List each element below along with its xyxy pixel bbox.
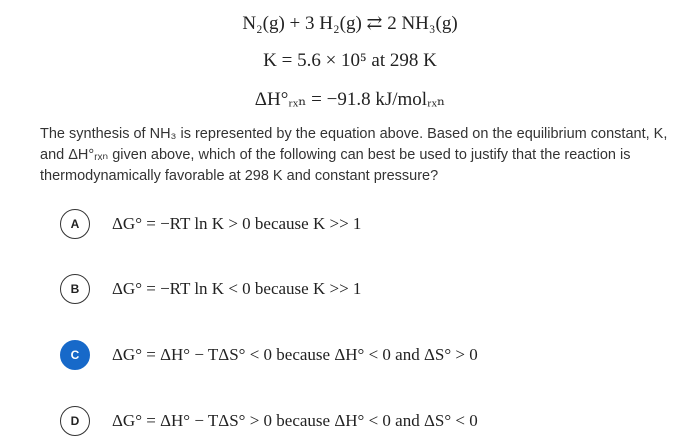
option-b-badge[interactable]: B <box>60 274 90 304</box>
option-a-badge[interactable]: A <box>60 209 90 239</box>
reaction-equation: N₂(g) + 3 H₂(g) ⇄ 2 NH₃(g) <box>242 13 458 34</box>
equilibrium-constant: K = 5.6 × 10⁵ at 298 K <box>263 50 437 71</box>
option-d-badge[interactable]: D <box>60 406 90 436</box>
option-d-text[interactable]: ΔG° = ΔH° − TΔS° > 0 because ΔH° < 0 and ΔS° < 0 <box>112 411 478 430</box>
option-b-text[interactable]: ΔG° = −RT ln K < 0 because K >> 1 <box>112 279 362 298</box>
enthalpy-of-reaction: ΔH°ᵣₓₙ = −91.8 kJ/molᵣₓₙ <box>254 89 446 110</box>
option-c[interactable] <box>60 339 478 371</box>
option-a-text[interactable]: ΔG° = −RT ln K > 0 because K >> 1 <box>112 214 362 233</box>
option-a[interactable] <box>60 208 361 240</box>
option-c-text[interactable]: ΔG° = ΔH° − TΔS° < 0 because ΔH° < 0 and ΔS° > 0 <box>112 345 478 364</box>
question-text: The synthesis of NH₃ is represented by the equation above. Based on the equilibrium constant, K, and ΔH°ᵣₓₙ given above, which of the following can best be used to justify that the reaction is thermodynamically favorable at 298 K and constant pressure? <box>40 126 668 184</box>
option-b[interactable] <box>60 273 361 305</box>
option-c-badge[interactable]: C <box>60 340 90 370</box>
option-d[interactable] <box>60 405 478 437</box>
